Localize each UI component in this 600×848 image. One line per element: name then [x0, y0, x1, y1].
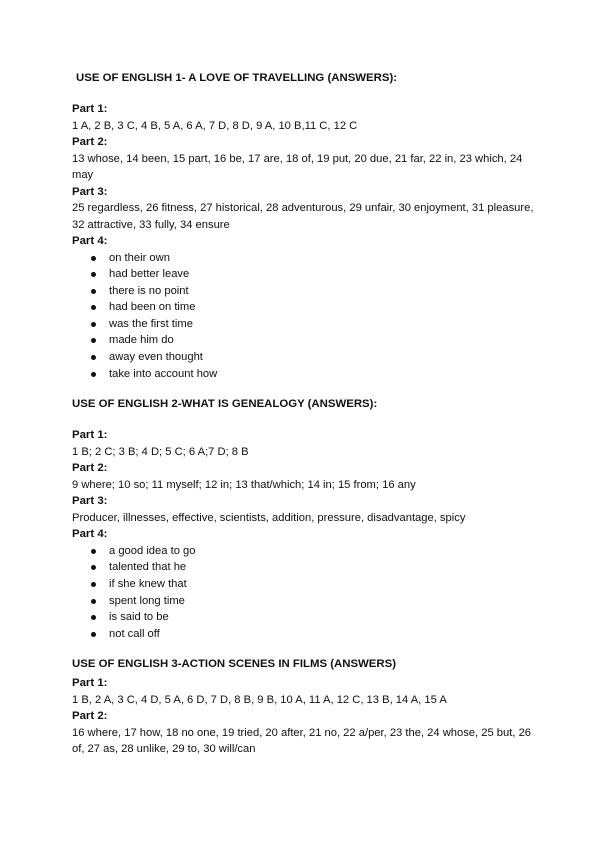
bullet-icon: [91, 305, 96, 310]
list-item: if she knew that: [72, 576, 542, 593]
list-item: talented that he: [72, 559, 542, 576]
bullet-icon: [91, 582, 96, 587]
part-label: Part 4:: [72, 528, 108, 541]
part-label: Part 1:: [72, 103, 108, 115]
list-item: had better leave: [72, 266, 542, 283]
part-label: Part 3:: [72, 185, 108, 198]
part-answers: 9 where; 10 so; 11 myself; 12 in; 13 that/which; 14 in; 15 from; 16 any: [72, 478, 416, 491]
part-answers: 1 B; 2 C; 3 B; 4 D; 5 C; 6 A;7 D; 8 B: [72, 445, 249, 458]
list-item: on their own: [72, 250, 542, 267]
bullet-icon: [91, 355, 96, 360]
list-item: away even thought: [72, 349, 542, 366]
bullet-icon: [91, 256, 96, 261]
list-item: was the first time: [72, 316, 542, 333]
section-title: USE OF ENGLISH 1- A LOVE OF TRAVELLING (ANSWERS):: [76, 72, 398, 84]
section-use-of-english-3: [72, 656, 542, 758]
list-item: made him do: [72, 332, 542, 349]
list-item: take into account how: [72, 366, 542, 383]
answer-list: [72, 250, 542, 383]
list-item: is said to be: [72, 609, 542, 626]
bullet-icon: [91, 599, 96, 604]
part-label: Part 2:: [72, 136, 108, 148]
section-use-of-english-1: [72, 70, 542, 382]
part-answers: 1 B, 2 A, 3 C, 4 D, 5 A, 6 D, 7 D, 8 B, 9 B, 10 A, 11 A, 12 C, 13 B, 14 A, 15 A: [72, 693, 447, 706]
list-item: there is no point: [72, 283, 542, 300]
bullet-icon: [91, 272, 96, 277]
part-answers: 13 whose, 14 been, 15 part, 16 be, 17 are, 18 of, 19 put, 20 due, 21 far, 22 in, 23 which, 24 may: [72, 152, 523, 181]
bullet-icon: [91, 372, 96, 377]
bullet-icon: [91, 565, 96, 570]
part-label: Part 2:: [72, 710, 108, 723]
part-answers: 16 where, 17 how, 18 no one, 19 tried, 20 after, 21 no, 22 a/per, 23 the, 24 whose, 25 but, 26 of, 27 as, 28 unlike, 29 to, 30 will/can: [72, 726, 532, 756]
part-label: Part 1:: [72, 677, 108, 690]
list-item: had been on time: [72, 299, 542, 316]
section-title: USE OF ENGLISH 3-ACTION SCENES IN FILMS (ANSWERS): [72, 658, 397, 671]
document-page: [72, 70, 542, 772]
bullet-icon: [91, 322, 96, 327]
part-answers: Producer, illnesses, effective, scientists, addition, pressure, disadvantage, spicy: [72, 511, 466, 524]
answer-list: [72, 543, 542, 643]
part-label: Part 2:: [72, 462, 108, 475]
bullet-icon: [91, 615, 96, 620]
bullet-icon: [91, 338, 96, 343]
part-label: Part 1:: [72, 429, 108, 442]
part-label: Part 4:: [72, 235, 108, 247]
bullet-icon: [91, 549, 96, 554]
part-label: Part 3:: [72, 495, 108, 508]
bullet-icon: [91, 289, 96, 294]
list-item: not call off: [72, 626, 542, 643]
part-answers: 25 regardless, 26 fitness, 27 historical, 28 adventurous, 29 unfair, 30 enjoyment, 31 pleasure, 32 attractive, 33 fully, 34 ensure: [72, 202, 534, 231]
bullet-icon: [91, 632, 96, 637]
list-item: spent long time: [72, 593, 542, 610]
part-answers: 1 A, 2 B, 3 C, 4 B, 5 A, 6 A, 7 D, 8 D, 9 A, 10 B,11 C, 12 C: [72, 119, 358, 132]
section-title: USE OF ENGLISH 2-WHAT IS GENEALOGY (ANSWERS):: [72, 398, 378, 411]
section-use-of-english-2: [72, 396, 542, 642]
list-item: a good idea to go: [72, 543, 542, 560]
